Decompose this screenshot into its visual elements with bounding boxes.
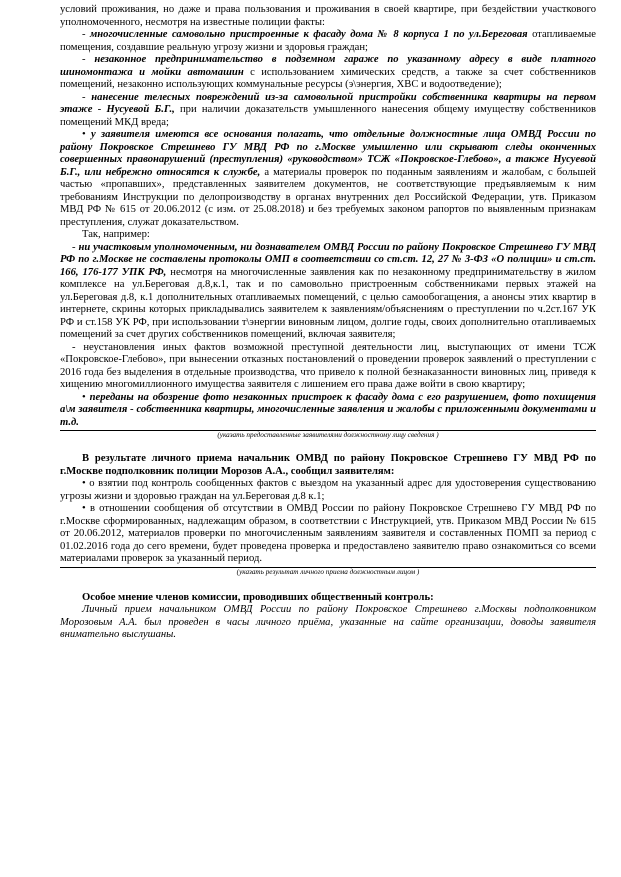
spacer xyxy=(60,443,596,453)
section-heading-result: В результате личного приема начальник ОМВД по району Покровское Стрешнево ГУ МВД РФ по г.Москве подполковник полиции Морозов А.А., сообщил заявителям: xyxy=(60,453,596,477)
caption-provided-info: (указать предоставленные заявителями должностному лицу сведения ) xyxy=(60,430,596,440)
fact-item-photos: • переданы на обозрение фото незаконных пристроек к фасаду дома с его разрушением, фото похищения а\м заявителя - собственника квартиры, многочисленные заявления и жалобы с приложенными документами и т.д. xyxy=(60,391,596,428)
fact-emphasis: нанесение телесных повреждений из-за самовольной пристройки собственника квартиры на первом этаже - Нусуевой Б.Г., xyxy=(60,91,596,115)
fact-item-grounds: • у заявителя имеются все основания полагать, что отдельные должностные лица ОМВД России по району Покровское Стрешнево ГУ МВД РФ по г.Москве умышленно или скрывают следы оконченных совершенных правонарушений (преступления) «руководством» ТСЖ «Покровское-Глебово», а также Нусуевой Б.Г., или небрежно относятся к службе, а материалы проверок по поданным заявлениям и жалобам, с большей частью «пропавших», представленных заявителем документов, не соответствующие предъявляемым к ним требованиям Инструкции по делопроизводству в органах внутренних дел Российской Федерации, утв. Приказом МВД РФ № 615 от 20.06.2012 (с изм. от 25.08.2018) и без требуемых законом рапортов по выявленным признакам преступления, служат доказательством. xyxy=(60,129,597,228)
spacer xyxy=(60,580,596,592)
opinion-text: Личный прием начальником ОМВД России по району Покровское Стрешнево г.Москвы подполковником Морозовым А.А. был проведен в часы личного приёма, указанные на сайте организации, доводы заявителя внимательно выслушаны. xyxy=(60,604,596,640)
fact-item-extensions: - многочисленные самовольно пристроенные к фасаду дома № 8 корпуса 1 по ул.Береговая отапливаемые помещения, создавшие реальную угрозу жизни и здоровья граждан; xyxy=(60,29,596,53)
fact-emphasis: у заявителя имеются все основания полагать, что отдельные должностные лица ОМВД России по району Покровское Стрешнево ГУ МВД РФ по г.Москве умышленно или скрывают следы оконченных совершенных правонарушений (преступления) «руководством» ТСЖ «Покровское-Глебово», а также Нусуевой Б.Г., или небрежно относятся к службе, xyxy=(60,129,597,178)
fact-item-injuries: - нанесение телесных повреждений из-за самовольной пристройки собственника квартиры на первом этаже - Нусуевой Б.Г., при наличии доказательств умышленного нанесения общему имуществу собственников помещений МКД вреда; xyxy=(60,91,596,128)
section-heading-opinion: Особое мнение членов комиссии, проводивших общественный контроль: xyxy=(82,591,434,603)
fact-emphasis: многочисленные самовольно пристроенные к фасаду дома № 8 корпуса 1 по ул.Береговая xyxy=(90,29,528,40)
caption-result: (указать результат личного приема должностным лицом ) xyxy=(60,567,596,577)
fact-emphasis: ни участковым уполномоченным, ни дознавателем ОМВД России по району Покровское Стрешнево ГУ МВД РФ по г.Москве не составлены протоколы ОМП в соответствии со ст.ст. 12, 27 № 3-ФЗ «О полиции» и ст.ст. 166, 176-177 УПК РФ, xyxy=(60,241,596,278)
result-item-check: • в отношении сообщения об отсутствии в ОМВД России по району Покровское Стрешнево ГУ МВД РФ по г.Москве сформированных, надлежащим образом, в соответствии с Инструкцией, утв. Приказом МВД России № 615 от 20.06.2012, материалов проверки по многочисленным заявлениям заявителя и составленных ПОМП за период с 01.02.2016 года до сего времени, будет проведена проверка и предоставлено заявителю право ознакомиться со всеми материалами проверок за указанный период. xyxy=(60,503,596,564)
fact-emphasis: переданы на обозрение фото незаконных пристроек к фасаду дома с его разрушением, фото похищения а\м заявителя - собственника квартиры, многочисленные заявления и жалобы с приложенными документами и т.д. xyxy=(60,391,596,428)
paragraph-intro: условий проживания, но даже и права пользования и проживания в своей квартире, при бездействии участкового уполномоченного, несмотря на известные полиции факты: xyxy=(60,4,596,28)
fact-item-protocols: - ни участковым уполномоченным, ни дознавателем ОМВД России по району Покровское Стрешнево ГУ МВД РФ по г.Москве не составлены протоколы ОМП в соответствии со ст.ст. 12, 27 № 3-ФЗ «О полиции» и ст.ст. 166, 176-177 УПК РФ, несмотря на многочисленные заявления как по незаконному предпринимательству в жилом комплексе на ул.Береговая д.8,к.1, так и по самовольно пристроенным собственниками первых этажей на ул.Береговая д.8, к.1 дополнительных отапливаемых помещений, с целью самообогащения, а анонсы этих квартир в интернете, скрины которых прикладывались заявителем к заявлениям/объяснениям о преступлении по ч.2ст.167 УК РФ и ст.158 УК РФ, при использовании т\энергии виновным лицом, долгие годы, своих дополнительно отапливаемых помещений за счет других собственников помещений, включая заявителя; xyxy=(60,241,596,340)
fact-item-business: - незаконное предпринимательство в подземном гараже по указанному адресу в виде платного шиномонтажа и мойки автомашин с использованием химических средств, а также за счет собственников помещений, незаконно использующих коммунальные ресурсы (э\энергия, ХВС и водоотведение); xyxy=(60,54,596,90)
result-item-control: • о взятии под контроль сообщенных фактов с выездом на указанный адрес для удостоверения существованию угрозы жизни и здоровью граждан на ул.Береговая д.8 к.1; xyxy=(60,478,596,502)
fact-emphasis: незаконное предпринимательство в подземном гараже по указанному адресу в виде платного шиномонтажа и мойки автомашин xyxy=(60,54,596,78)
paragraph-example-intro: Так, например: xyxy=(82,229,150,240)
fact-item-other-crimes: - неустановления иных фактов возможной преступной деятельности лиц, выступающих от имени ТСЖ «Покровское-Глебово», при вынесении отказных постановлений о проведении проверок заявлений о преступлении с 2016 года без выделения в отдельные производства, что привело к полной безнаказанности виновных лиц, приведя к хищению многомиллионного имущества заявителя с лишением его права даже войти в свою квартиру; xyxy=(60,341,596,390)
